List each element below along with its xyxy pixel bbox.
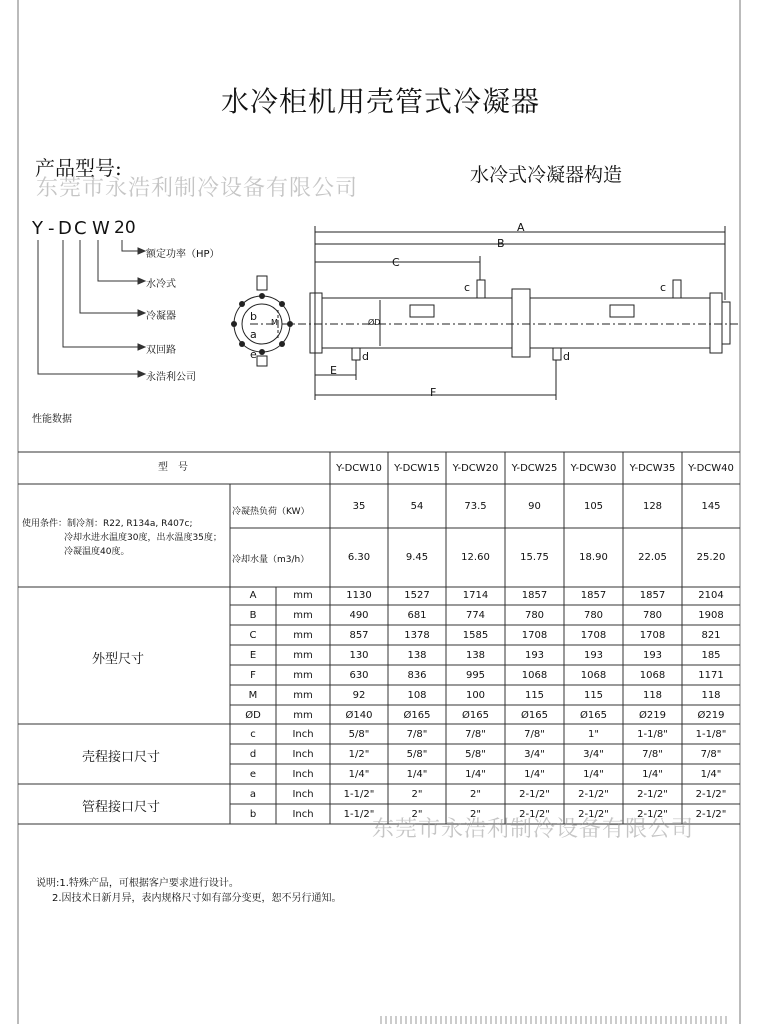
- code-part: 20: [114, 218, 136, 238]
- table-cell: 138: [465, 650, 486, 661]
- row-code: c: [250, 729, 256, 740]
- table-cell: 1908: [698, 610, 724, 621]
- table-cell: 118: [642, 690, 663, 701]
- table-cell: 1714: [462, 590, 489, 601]
- table-cell: 7/8": [642, 749, 663, 760]
- table-cell: 115: [524, 690, 545, 701]
- table-cell: 7/8": [465, 729, 486, 740]
- table-cell: 780: [642, 610, 663, 621]
- dim-label: A: [517, 221, 525, 234]
- row-code: F: [250, 670, 256, 681]
- table-cell: 6.30: [347, 552, 371, 563]
- table-cell: 821: [701, 630, 721, 641]
- table-cell: 1708: [580, 630, 607, 641]
- row-unit: Inch: [292, 769, 314, 780]
- table-cell: 1/4": [348, 769, 370, 780]
- table-cell: 2104: [698, 590, 724, 601]
- table-cell: 2-1/2": [695, 789, 727, 800]
- legend-item: 双回路: [146, 345, 176, 356]
- table-cell: 1130: [346, 590, 372, 601]
- bottom-strip: [380, 1016, 730, 1024]
- model-label: 产品型号:: [35, 156, 122, 180]
- group-label: 外型尺寸: [92, 652, 145, 667]
- port-label: a: [250, 328, 257, 341]
- row-unit: Inch: [292, 749, 314, 760]
- table-cell: 12.60: [461, 552, 490, 563]
- page-title: 水冷柜机用壳管式冷凝器: [220, 85, 540, 118]
- table-cell: 2-1/2": [637, 789, 668, 800]
- code-part: Y: [32, 218, 43, 239]
- dim-label: E: [330, 364, 337, 377]
- table-cell: 2": [411, 789, 423, 800]
- table-cell: 2-1/2": [637, 809, 668, 820]
- group-label: 壳程接口尺寸: [82, 750, 161, 765]
- table-cell: 995: [465, 670, 486, 681]
- row-code: a: [249, 789, 257, 800]
- table-cell: 1/2": [348, 749, 370, 760]
- table-cell: 1/4": [524, 769, 545, 780]
- model-header: Y-DCW15: [394, 463, 440, 474]
- row-code: b: [249, 809, 257, 820]
- port-label: d: [362, 350, 369, 363]
- table-cell: 1708: [639, 630, 666, 641]
- condition-line: 使用条件：制冷剂：R22, R134a, R407c;: [22, 519, 193, 529]
- row-code: E: [249, 650, 257, 661]
- table-cell: Ø165: [521, 710, 548, 721]
- row-unit: mm: [293, 590, 313, 601]
- table-cell: 5/8": [406, 749, 428, 760]
- row-code: M: [248, 690, 258, 701]
- table-cell: 630: [349, 670, 369, 681]
- table-cell: 108: [407, 690, 427, 701]
- table-cell: 54: [410, 501, 424, 512]
- structure-title: 水冷式冷凝器构造: [470, 164, 623, 186]
- table-cell: 836: [407, 670, 427, 681]
- table-cell: Ø165: [580, 710, 607, 721]
- table-cell: 1/4": [700, 769, 722, 780]
- port-label: d: [563, 350, 570, 363]
- table-cell: 138: [407, 650, 427, 661]
- table-cell: 1708: [521, 630, 548, 641]
- table-cell: 1/4": [642, 769, 663, 780]
- table-cell: 1-1/2": [343, 789, 375, 800]
- table-cell: Ø140: [345, 710, 373, 721]
- condition-line: 冷却水进水温度30度，出水温度35度；: [64, 533, 222, 543]
- port-label: b: [250, 310, 257, 323]
- table-cell: 1585: [462, 630, 489, 641]
- port-label: c: [660, 281, 667, 294]
- row-unit: mm: [293, 670, 313, 681]
- table-cell: 128: [642, 501, 663, 512]
- table-cell: 5/8": [465, 749, 486, 760]
- dim-label: B: [497, 237, 505, 250]
- table-cell: 681: [407, 610, 427, 621]
- table-cell: 1/4": [583, 769, 604, 780]
- row-code: ØD: [245, 710, 261, 721]
- table-cell: 2-1/2": [578, 789, 609, 800]
- dim-label: C: [392, 256, 400, 269]
- note-line: 说明:1.特殊产品，可根据客户要求进行设计。: [36, 878, 239, 889]
- table-cell: 2-1/2": [695, 809, 727, 820]
- table-cell: 2-1/2": [578, 809, 609, 820]
- table-cell: 1857: [580, 590, 607, 601]
- table-cell: 2-1/2": [519, 809, 550, 820]
- row-code: A: [249, 590, 257, 601]
- group-label: 管程接口尺寸: [82, 800, 161, 815]
- table-cell: 115: [583, 690, 604, 701]
- table-cell: 105: [583, 501, 604, 512]
- watermark: 东莞市永浩利制冷设备有限公司: [372, 817, 695, 842]
- table-cell: 130: [349, 650, 369, 661]
- table-cell: 2": [470, 809, 481, 820]
- table-cell: Ø165: [403, 710, 431, 721]
- performance-label: 性能数据: [32, 414, 72, 425]
- model-header: Y-DCW40: [688, 463, 734, 474]
- legend-item: 额定功率（HP）: [146, 249, 220, 260]
- table-cell: 2": [411, 809, 423, 820]
- table-cell: 9.45: [405, 552, 429, 563]
- table-cell: 1378: [404, 630, 430, 641]
- row-unit: mm: [293, 630, 313, 641]
- table-cell: 3/4": [583, 749, 604, 760]
- code-part: D: [58, 218, 72, 239]
- legend-item: 永浩利公司: [146, 372, 196, 383]
- row-code: B: [249, 610, 257, 621]
- table-cell: 1527: [404, 590, 430, 601]
- table-cell: Ø165: [462, 710, 489, 721]
- table-cell: 780: [524, 610, 545, 621]
- model-header: Y-DCW35: [629, 463, 676, 474]
- model-header: Y-DCW20: [452, 463, 499, 474]
- table-cell: 7/8": [524, 729, 545, 740]
- row-unit: Inch: [292, 809, 314, 820]
- table-cell: 2": [470, 789, 481, 800]
- row-unit: mm: [293, 610, 313, 621]
- row-code: d: [249, 749, 257, 760]
- note-line: 2.因技术日新月异，表内规格尺寸如有部分变更，恕不另行通知。: [52, 893, 342, 904]
- table-cell: 1068: [580, 670, 607, 681]
- perf-row-label: 冷凝热负荷（KW）: [232, 507, 310, 517]
- table-cell: 1-1/8": [637, 729, 668, 740]
- table-cell: 35: [352, 501, 366, 512]
- dim-label: M: [271, 318, 278, 327]
- legend-item: 水冷式: [146, 279, 176, 290]
- table-cell: 90: [528, 501, 541, 512]
- table-cell: 780: [583, 610, 604, 621]
- table-cell: Ø219: [697, 710, 725, 721]
- code-part: W: [92, 218, 110, 239]
- row-unit: mm: [293, 650, 313, 661]
- table-cell: 18.90: [579, 552, 608, 563]
- table-cell: 185: [701, 650, 721, 661]
- table-cell: 1/4": [465, 769, 486, 780]
- table-cell: 15.75: [520, 552, 549, 563]
- table-cell: 73.5: [464, 501, 487, 512]
- table-cell: 1857: [521, 590, 548, 601]
- port-label: e: [250, 348, 257, 361]
- table-cell: 193: [642, 650, 663, 661]
- dim-label: F: [430, 386, 437, 399]
- table-cell: 3/4": [524, 749, 545, 760]
- row-unit: mm: [293, 690, 313, 701]
- table-cell: 2-1/2": [519, 789, 550, 800]
- table-cell: 1171: [698, 670, 724, 681]
- table-cell: 118: [701, 690, 721, 701]
- table-cell: 1/4": [406, 769, 428, 780]
- table-cell: 193: [524, 650, 545, 661]
- model-header: Y-DCW25: [511, 463, 558, 474]
- table-cell: 1857: [639, 590, 666, 601]
- table-cell: 193: [583, 650, 604, 661]
- table-cell: 1068: [521, 670, 548, 681]
- watermark: 东莞市永浩利制冷设备有限公司: [36, 176, 359, 201]
- row-unit: mm: [293, 710, 313, 721]
- table-cell: 774: [465, 610, 486, 621]
- table-cell: 1068: [639, 670, 666, 681]
- condition-line: 冷凝温度40度。: [64, 547, 130, 557]
- table-cell: 857: [349, 630, 369, 641]
- model-header: Y-DCW10: [336, 463, 382, 474]
- table-cell: 7/8": [700, 749, 722, 760]
- legend-item: 冷凝器: [146, 311, 176, 322]
- perf-row-label: 冷却水量（m3/h）: [232, 555, 310, 565]
- row-code: e: [249, 769, 257, 780]
- table-cell: 7/8": [406, 729, 428, 740]
- table-cell: 1": [588, 729, 599, 740]
- table-cell: Ø219: [639, 710, 666, 721]
- dim-label: ØD: [368, 318, 381, 327]
- table-cell: 25.20: [696, 552, 726, 563]
- row-unit: Inch: [292, 789, 314, 800]
- row-unit: Inch: [292, 729, 314, 740]
- table-cell: 145: [701, 501, 721, 512]
- table-cell: 92: [352, 690, 366, 701]
- port-label: c: [464, 281, 471, 294]
- table-cell: 490: [349, 610, 369, 621]
- table-cell: 1-1/8": [695, 729, 727, 740]
- table-cell: 1-1/2": [343, 809, 375, 820]
- notes: [36, 876, 342, 906]
- code-part: -: [48, 218, 55, 239]
- table-header-label: 型 号: [158, 462, 188, 473]
- row-code: C: [249, 630, 257, 641]
- table-cell: 22.05: [638, 552, 667, 563]
- code-part: C: [74, 218, 87, 239]
- table-cell: 5/8": [348, 729, 370, 740]
- table-cell: 100: [465, 690, 486, 701]
- model-header: Y-DCW30: [570, 463, 617, 474]
